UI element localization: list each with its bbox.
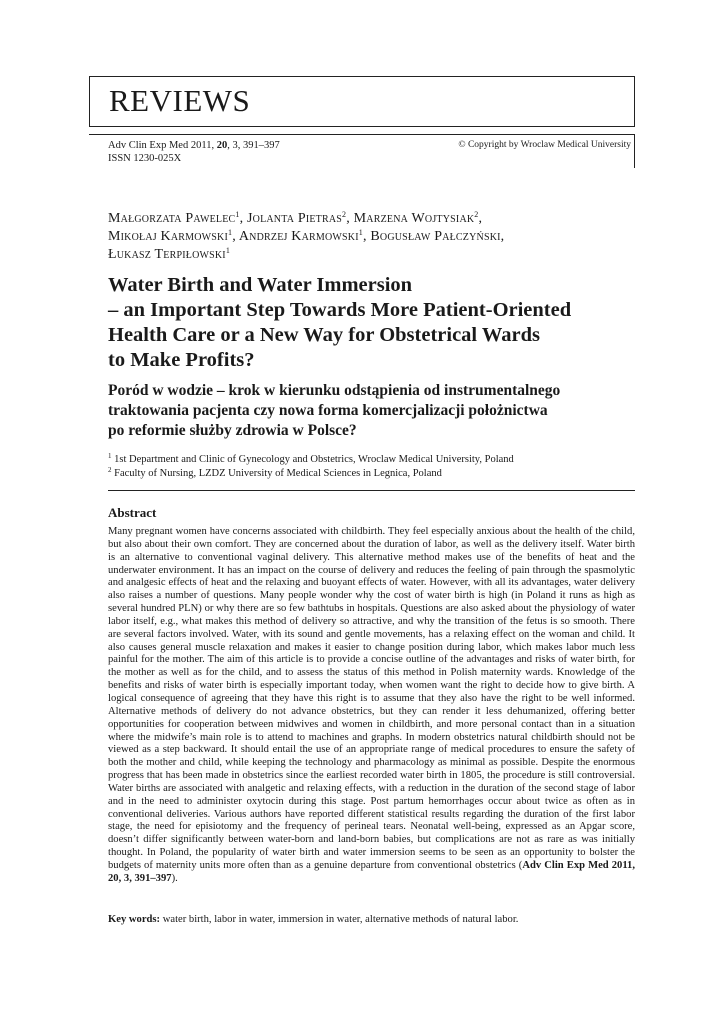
author-affiliation: 1 (225, 246, 231, 255)
article-title-english (108, 273, 628, 373)
title-line: – an Important Step Towards More Patient-Oriented (108, 299, 572, 321)
author-name: Mikołaj Karmowski (108, 229, 229, 244)
author-affiliation: 1 (235, 210, 240, 219)
title-line: traktowania pacjenta czy nowa forma komercjalizacji położnictwa (108, 402, 548, 419)
affiliation-item (108, 453, 628, 467)
author-list: Małgorzata Pawelec$^1$, Jolanta Pietras$^2$, Marzena Wojtysiak$^2$, Mikołaj Karmowski$^1$, Andrzej Karmowski$^1$, Bogusław Pałczyński, Łukasz Terpiłowski$^1$ (108, 210, 505, 262)
title-line: to Make Profits? (108, 349, 255, 371)
journal-volume: 20 (216, 140, 228, 151)
abstract-body (108, 526, 635, 886)
copyright-notice: © Copyright by Wroclaw Medical University (458, 140, 631, 150)
journal-prefix: Adv Clin Exp Med 2011, (108, 140, 217, 151)
affiliation-number: 2 (108, 466, 112, 474)
abstract-heading: Abstract (108, 505, 157, 520)
title-line: Water Birth and Water Immersion (108, 274, 413, 296)
author-name: Bogusław Pałczyński (370, 229, 501, 244)
author-name: Łukasz Terpiłowski (108, 247, 226, 262)
affiliation-number: 1 (108, 452, 112, 460)
abstract-citation: Adv Clin Exp Med 2011, 20, 3, 391–397 (108, 859, 635, 884)
abstract-closing: ). (171, 872, 178, 884)
abstract-text: Many pregnant women have concerns associated with childbirth. They feel especially anxious about the health of the child, but also about their own comfort. They are concerned about the duration of labor, as well as the delivery itself. Water birth is an alternative to conventional vaginal delivery. This alternative method makes use of the benefits of heat and the underwater environment. It has an impact on the course of delivery and reduces the feeling of pain through the spasmolytic and analgesic effects of heat and the relaxing and buoyant effects of water. However, with all its advantages, water delivery also raises a number of questions. Many people wonder why the cost of water birth is high (in Poland it runs as high as several hundred PLN) or why there are so few bathtubs in hospitals. Questions are also asked about the physiology of water labor itself, e.g., what makes this method of delivery so attractive, and why the transition of the fetus is so smooth. There are several factors involved. Water, with its sound and gentle movements, has a relaxing effect on the woman and child. It also causes general muscle relaxation and makes it easier to change position during labor, which makes labor much less painful for the mother. The aim of this article is to provide a concise outline of the advantages and risks of water birth, for the mother as well as for the child, and to assess the status of this method in Polish maternity wards. Knowledge of the benefits and risks of water birth is especially important today, when women want the right to decide how to give birth. A logical consequence of agreeing that they have this right is to assume that they also have the right to be well informed. Alternative methods of delivery do not advance obstetrics, but they can render it less dehumanized, offering better opportunities for cooperation between midwives and women in childbirth, and more personal contact than in a situation where the midwife’s main role is to attend to machines and graphs. In modern obstetrics natural childbirth should not be viewed as a step backward. It should entail the use of an appropriate range of medical procedures to ensure the safety of both the mother and child, while keeping the technology and pharmacology as minimal as possible. Despite the enormous progress that has been made in obstetrics since the earliest recorded water birth in 1805, the procedure is still controversial. Water births are associated with analgetic and relaxing effects, with a reduction in the duration of the second stage of labor and in the need to administer oxytocin during this stage. Post partum hemorrhages occur about twice as often as in conventional deliveries. Various authors have reported different statistical results regarding the duration of the first labor stage, the need for episiotomy and the frequency of perineal tears. Neonatal well-being, expressed as an Apgar score, doesn’t differ significantly between water-born and land-born babies, but complications are not as rare as was initially thought. In Poland, the popularity of water birth and water immersion seems to be seen as an opportunity to bolster the budgets of maternity units more often than as a genuine departure from conventional obstetrics ( (108, 526, 635, 871)
author-name: Marzena Wojtysiak (353, 211, 475, 226)
journal-issn: ISSN 1230-025X (108, 153, 182, 164)
title-line: Health Care or a New Way for Obstetrical Wards (108, 324, 540, 346)
author-name: Małgorzata Pawelec (108, 211, 236, 226)
section-header-box (89, 76, 635, 127)
article-title-polish (108, 381, 628, 441)
journal-meta-box (89, 134, 635, 168)
author-affiliation: 1 (358, 228, 363, 237)
keywords-label: Key words: (108, 914, 161, 925)
author-name: Andrzej Karmowski (238, 229, 359, 244)
affiliation-text: Faculty of Nursing, LZDZ University of Medical Sciences in Legnica, Poland (114, 468, 442, 479)
journal-citation (108, 139, 280, 165)
affiliations (108, 453, 628, 481)
title-line: po reformie służby zdrowia w Polsce? (108, 422, 357, 439)
author-affiliation: 1 (228, 228, 233, 237)
keywords (108, 913, 635, 926)
author-name: Jolanta Pietras (247, 211, 343, 226)
author-affiliation: 2 (342, 210, 347, 219)
keywords-text: water birth, labor in water, immersion in water, alternative methods of natural labor. (160, 914, 519, 925)
affiliation-item (108, 467, 628, 481)
author-affiliation: 2 (474, 210, 479, 219)
section-title: REVIEWS (109, 83, 251, 118)
journal-suffix: , 3, 391–397 (227, 140, 280, 151)
title-line: Poród w wodzie – krok w kierunku odstąpienia od instrumentalnego (108, 382, 561, 399)
affiliation-text: 1st Department and Clinic of Gynecology and Obstetrics, Wroclaw Medical University, Poland (114, 454, 514, 465)
horizontal-rule (108, 490, 635, 491)
